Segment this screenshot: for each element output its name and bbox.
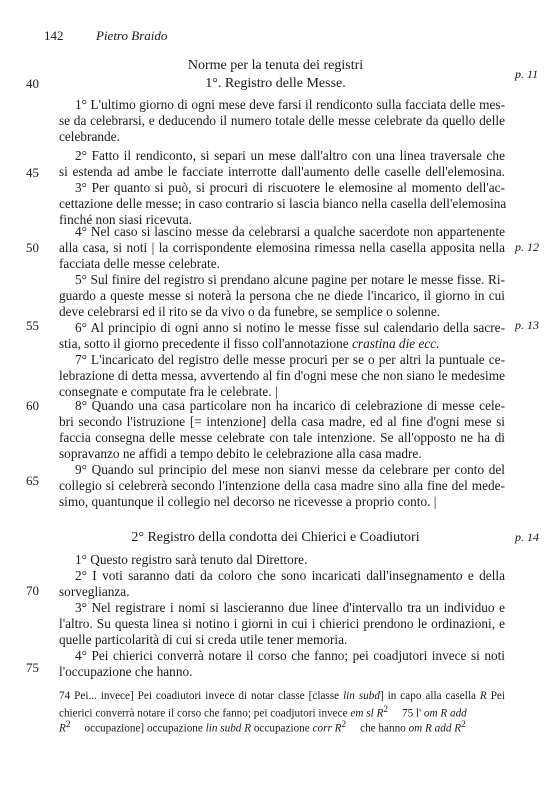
text-line: faccia consegna delle messe celebrate con tale intenzione. Se all'opposto ne ha di [59, 430, 505, 445]
text-line: sopravanzo ne affidi a tempo debito le celebrazione alla casa madre. [59, 446, 422, 461]
text-line: 2° Fatto il rendiconto, si separi un mese dall'altro con una linea traversale che [75, 148, 505, 163]
footnote-text: occupazione] occupazione [84, 722, 206, 735]
text-line: 4° Pei chierici converrà notare il corso che fanno; pei coadjutori invece si noti [75, 648, 505, 663]
text-line: alla casa, si noti | la corrispondente elemosina rimessa nella casella apposita nella [59, 240, 505, 255]
footnote-line [59, 720, 505, 735]
page-reference: p. 13 [515, 318, 539, 332]
footnote-superscript: 2 [383, 705, 388, 715]
footnote-superscript: 2 [461, 720, 466, 730]
footnote-italic: R [479, 690, 487, 702]
line-number-45: 45 [26, 165, 39, 180]
text-line: finché non siasi ricevuta. [59, 212, 192, 227]
text-segment: stia, sotto il giorno precedente il fisso coll'annotazione [59, 336, 349, 351]
italic-text: crastina die ecc. [352, 336, 440, 351]
text-line [59, 336, 440, 352]
footnote-text: occupazione [251, 722, 313, 735]
text-line: 7° L'incaricato del registro delle messe procuri per se o per altri la puntuale ce- [75, 352, 505, 367]
text-line: deve celebrarsi ed il rito se da vivo o da funebre, se semplice o solenne. [59, 304, 441, 319]
footnote-text: 75 l' [401, 707, 424, 720]
footnote-italic: om R add R [408, 722, 462, 735]
text-line: 3° Nel registrare i nomi si lascieranno due linee d'intervallo tra un individuo e [75, 600, 505, 615]
line-number-55: 55 [26, 318, 39, 333]
footnote-text: Pei [486, 690, 505, 702]
footnote-italic: corr R [312, 722, 342, 735]
footnote-text: chierici converrà notare il corso che fanno; pei coadjutori invece [59, 707, 351, 720]
text-line: l'occupazione che hanno. [59, 664, 193, 679]
page-reference: p. 12 [515, 240, 539, 254]
running-header-author: Pietro Braido [96, 28, 168, 43]
text-line: l'altro. Su questa linea si notino i giorni in cui i chierici prendono le ordinazioni, e [59, 616, 505, 631]
line-number-65: 65 [26, 473, 39, 488]
text-line: si estenda ad ambe le facciate interrotte dall'aumento delle caselle dell'elemosina. [59, 164, 505, 179]
text-line: cettazione delle messe; in caso contrario si lascia bianco nella casella dell'elemosina [59, 196, 507, 211]
text-line: guardo a queste messe si noterà la persona che ne diede l'incarico, il giorno in cui [59, 288, 505, 303]
text-line: 2° I voti saranno dati da coloro che sono incaricati dall'insegnamento e della [75, 568, 505, 583]
footnote-text: ] in capo alla casella [379, 690, 480, 702]
text-line: quelle particolarità di cui si creda utile tener memoria. [59, 632, 348, 647]
footnote-superscript: 2 [341, 720, 347, 730]
text-line: 1° L'ultimo giorno di ogni mese deve farsi il rendiconto sulla facciata delle mes- [75, 97, 505, 112]
text-line: 5° Sul finire del registro si prendano alcune pagine per notare le messe fisse. Ri- [75, 272, 505, 287]
footnote-superscript: 2 [65, 720, 71, 730]
footnote-italic: em sl R [350, 707, 384, 720]
section-title: 2° Registro della condotta dei Chierici e Coadiutori [131, 530, 420, 545]
text-line: 8° Quando una casa particolare non ha incarico di celebrazione di messe cele- [75, 398, 505, 413]
text-line: lebrazione di detta messa, avvertendo al fin d'ogni mese che non siano le medesime [59, 368, 505, 383]
footnote-text: che hanno [360, 722, 409, 735]
page-reference: p. 14 [515, 530, 539, 544]
line-number-40: 40 [26, 76, 39, 91]
text-line: 1° Questo registro sarà tenuto dal Direttore. [75, 552, 308, 567]
text-line: collegio si celebrerà secondo l'intenzione della casa madre sino alla fine del mede- [59, 478, 505, 493]
text-line: facciata delle messe celebrate. [59, 256, 220, 271]
text-line: 3° Per quanto si può, si procuri di riscuotere le elemosine al momento dell'ac- [75, 180, 505, 195]
text-line: 4° Nel caso si lascino messe da celebrarsi a qualche sacerdote non appartenente [75, 224, 505, 239]
line-number-50: 50 [26, 240, 39, 255]
text-line: se da celebrarsi, e deducendo il numero totale delle messe celebrate da quello delle [59, 113, 505, 128]
footnote-italic: om R add [423, 707, 467, 720]
section-subtitle: 1°. Registro delle Messe. [205, 76, 346, 91]
section-title: Norme per la tenuta dei registri [187, 58, 364, 73]
text-line: 9° Quando sul principio del mese non sianvi messe da celebrare per conto del [75, 462, 505, 477]
text-line: simo, quantunque il collegio nel decorso ne ricevesse a proprio conto. | [59, 494, 437, 509]
text-line: bri secondo l'istruzione [= intenzione] della casa madre, ed al fine d'ogni mese si [59, 414, 505, 429]
line-number-75: 75 [26, 660, 39, 675]
page-number: 142 [44, 28, 64, 43]
footnote-italic: R [59, 722, 66, 735]
page-reference: p. 11 [515, 67, 539, 81]
footnote-italic: lin subd [343, 690, 380, 702]
text-line: consegnate e computate fra le celebrate. | [59, 384, 278, 399]
footnote-line [59, 705, 505, 720]
footnote-text: 74 Pei... invece] Pei coadiutori invece di notar classe [classe [59, 690, 344, 702]
footnote-italic: lin subd R [205, 722, 252, 735]
line-number-60: 60 [26, 398, 39, 413]
text-line: 6° Al principio di ogni anno si notino le messe fisse sul calendario della sacre- [75, 320, 505, 335]
text-line: celebrande. [59, 129, 120, 144]
footnote-line [59, 690, 505, 702]
line-number-70: 70 [26, 583, 39, 598]
text-line: sorveglianza. [59, 584, 130, 599]
